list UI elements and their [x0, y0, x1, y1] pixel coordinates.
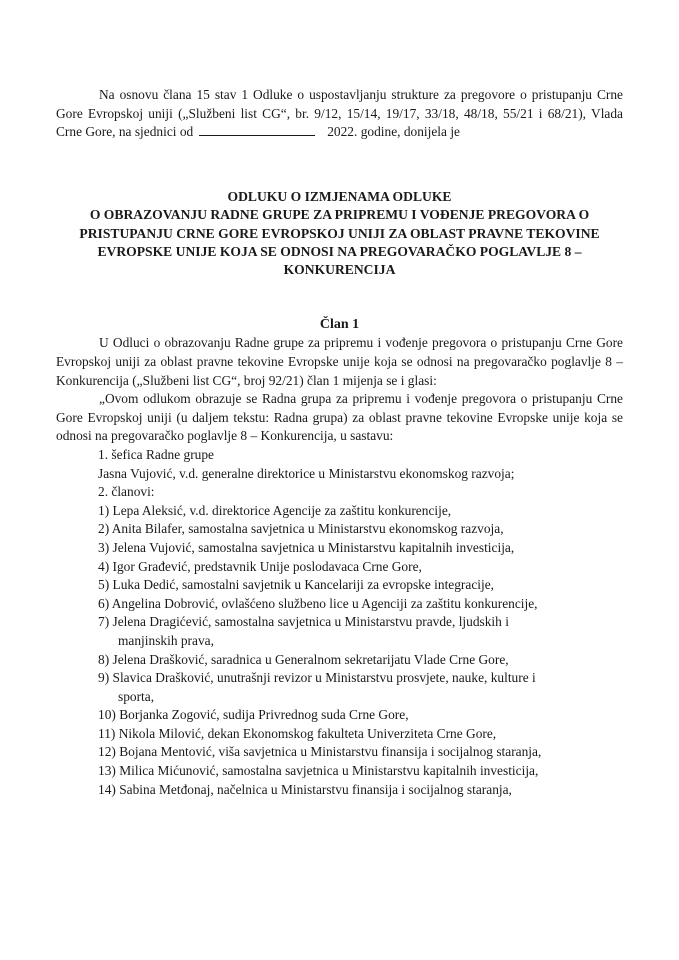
- document-page: [56, 86, 623, 799]
- preamble-text-end: 2022. godine, donijela je: [327, 124, 460, 140]
- member-item: 1) Lepa Aleksić, v.d. direktorice Agencije za zaštitu konkurencije,: [98, 502, 452, 518]
- members-label: 2. članovi:: [98, 484, 155, 500]
- member-item: 12) Bojana Mentović, viša savjetnica u Ministarstvu finansija i socijalnog staranja,: [98, 744, 542, 760]
- member-item: 4) Igor Građević, predstavnik Unije poslodavaca Crne Gore,: [98, 558, 422, 574]
- article-intro: U Odluci o obrazovanju Radne grupe za pripremu i vođenje pregovora o pristupanju Crne Gore Evropskoj uniji za oblast pravne tekovine Evropske unije koja se odnosi na pregovaračko poglavlje 8 – Konkurencija („Službeni list CG“, broj 92/21) član 1 mijenja se i glasi:: [56, 335, 623, 388]
- title-line: PRISTUPANJU CRNE GORE EVROPSKOJ UNIJI ZA OBLAST PRAVNE TEKOVINE: [79, 225, 600, 241]
- member-item: 6) Angelina Dobrović, ovlašćeno službeno lice u Agenciji za zaštitu konkurencije,: [98, 595, 538, 611]
- composition-list: [56, 446, 623, 799]
- member-item: 5) Luka Dedić, samostalni savjetnik u Kancelariji za evropske integracije,: [98, 577, 495, 593]
- member-item: 9) Slavica Drašković, unutrašnji revizor u Ministarstvu prosvjete, nauke, kulture i sporta,: [98, 670, 536, 704]
- member-item: 10) Borjanka Zogović, sudija Privrednog suda Crne Gore,: [98, 707, 409, 723]
- head-label: 1. šefica Radne grupe: [98, 446, 215, 462]
- member-item: 2) Anita Bilafer, samostalna savjetnica u Ministarstvu ekonomskog razvoja,: [98, 521, 504, 537]
- member-item: 7) Jelena Dragićević, samostalna savjetnica u Ministarstvu pravde, ljudskih i manjinskih prava,: [98, 614, 509, 648]
- member-item: 8) Jelena Drašković, saradnica u Generalnom sekretarijatu Vlade Crne Gore,: [98, 651, 509, 667]
- member-item: 14) Sabina Metđonaj, načelnica u Ministarstvu finansija i socijalnog staranja,: [98, 781, 512, 797]
- article-quote: „Ovom odlukom obrazuje se Radna grupa za pripremu i vođenje pregovora o pristupanju Crne Gore Evropskoj uniji (u daljem tekstu: Radna grupa) za oblast pravne tekovine Evropske unije koja se odnosi na pregovaračko poglavlje 8 – Konkurencija, u sastavu:: [56, 391, 623, 444]
- title-line: O OBRAZOVANJU RADNE GRUPE ZA PRIPREMU I VOĐENJE PREGOVORA O: [89, 207, 590, 223]
- preamble-paragraph: [56, 86, 623, 142]
- preamble-text: Na osnovu člana 15 stav 1 Odluke o uspostavljanju strukture za pregovore o pristupanju Crne Gore Evropskoj uniji („Službeni list CG“, br. 9/12, 15/14, 19/17, 33/18, 48/18, 55/21 i 68/21), Vlada Crne Gore, na sjednici od: [56, 87, 623, 140]
- member-item: 13) Milica Mićunović, samostalna savjetnica u Ministarstvu kapitalnih investicija,: [98, 763, 539, 779]
- article-heading: Član 1: [319, 316, 360, 332]
- date-blank-line: [199, 123, 315, 136]
- title-line: EVROPSKE UNIJE KOJA SE ODNOSI NA PREGOVARAČKO POGLAVLJE 8 –: [97, 244, 582, 259]
- member-item: 11) Nikola Milović, dekan Ekonomskog fakulteta Univerziteta Crne Gore,: [98, 725, 497, 741]
- head-person: Jasna Vujović, v.d. generalne direktorice u Ministarstvu ekonomskog razvoja;: [98, 465, 515, 481]
- title-line: KONKURENCIJA: [283, 262, 396, 278]
- member-item: 3) Jelena Vujović, samostalna savjetnica u Ministarstvu kapitalnih investicija,: [98, 539, 515, 555]
- title-line: ODLUKU O IZMJENAMA ODLUKE: [227, 188, 452, 204]
- decision-title: [56, 188, 623, 280]
